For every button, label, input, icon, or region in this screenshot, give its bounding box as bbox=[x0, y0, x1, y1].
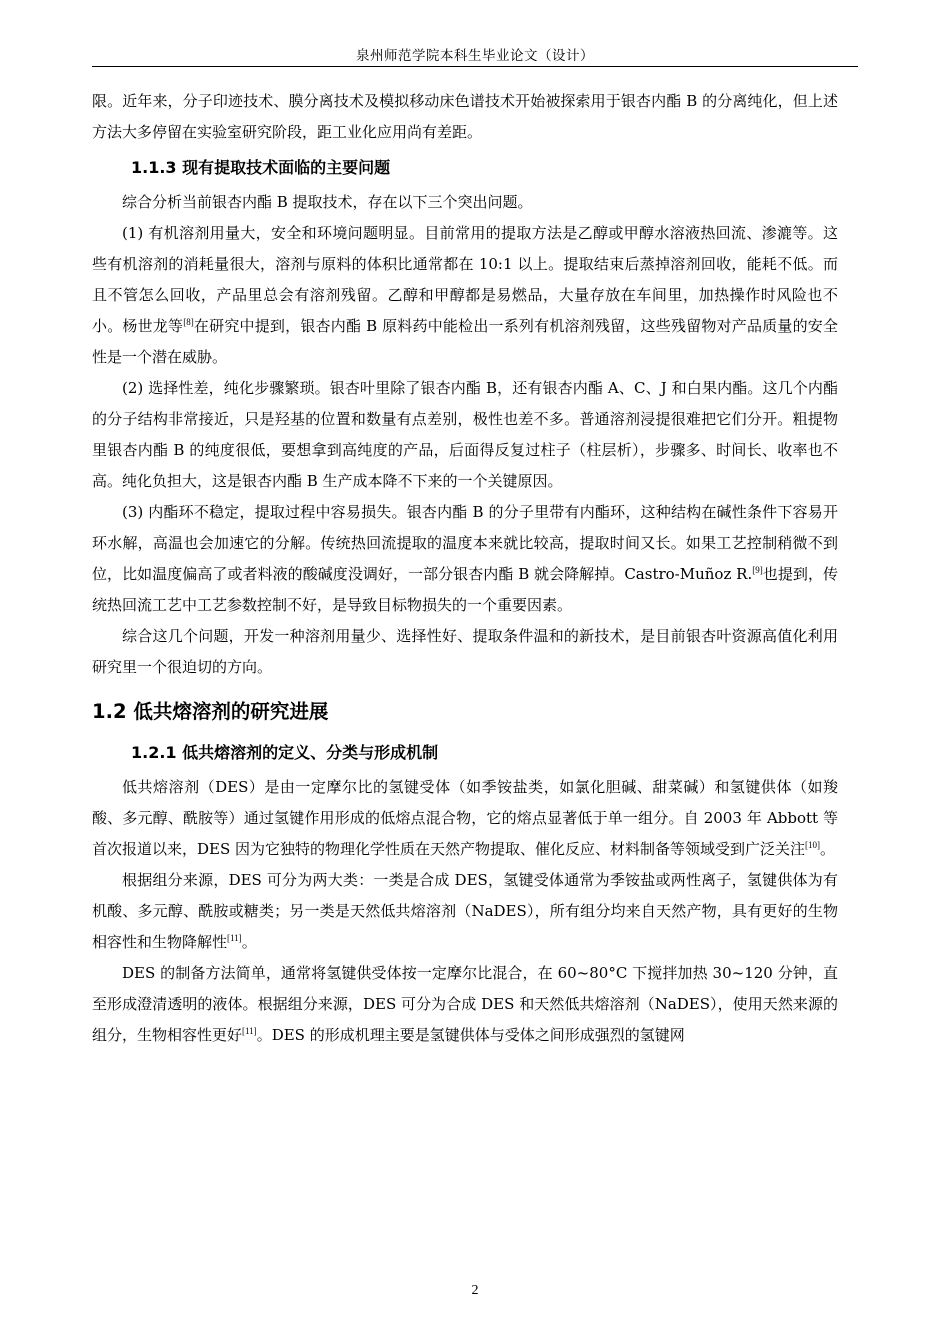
problem-3-text-a: (3) 内酯环不稳定，提取过程中容易损失。银杏内酯 B 的分子里带有内酯环，这种结构在碱性条件下容易开环水解，高温也会加速它的分解。传统热回流提取的温度本来就比较高，提取时间又长。如果工艺控制稍微不到位，比如温度偏高了或者料液的酸碱度没调好，一部分银杏内酯 B 就会降解掉。Castro-Muñoz R. bbox=[92, 503, 838, 583]
des-preparation-text-a: DES 的制备方法简单，通常将氢键供受体按一定摩尔比混合，在 60~80°C 下搅拌加热 30~120 分钟，直至形成澄清透明的液体。根据组分来源，DES 可分为合成 DES 和天然低共熔溶剂（NaDES），使用天然来源的组分，生物相容性更好 bbox=[92, 964, 838, 1044]
citation-ref-9: [9] bbox=[752, 565, 763, 575]
paragraph-problem-2: (2) 选择性差，纯化步骤繁琐。银杏叶里除了银杏内酯 B，还有银杏内酯 A、C、J 和白果内酯。这几个内酯的分子结构非常接近，只是羟基的位置和数量有点差别，极性也差不多。普通溶剂浸提很难把它们分开。粗提物里银杏内酯 B 的纯度很低，要想拿到高纯度的产品，后面得反复过柱子（柱层析），步骤多、时间长、收率也不高。纯化负担大，这是银杏内酯 B 生产成本降不下来的一个关键原因。 bbox=[92, 379, 838, 490]
citation-ref-11b: [11] bbox=[242, 1026, 257, 1036]
paragraph-intro-continued: 限。近年来，分子印迹技术、膜分离技术及模拟移动床色谱技术开始被探索用于银杏内酯 B 的分离纯化，但上述方法大多停留在实验室研究阶段，距工业化应用尚有差距。 bbox=[92, 92, 838, 141]
citation-ref-11a: [11] bbox=[227, 933, 242, 943]
citation-ref-8: [8] bbox=[183, 317, 194, 327]
running-header: 泉州师范学院本科生毕业论文（设计） bbox=[356, 48, 594, 64]
des-definition-text-b: 。 bbox=[820, 840, 836, 858]
paragraph-des-definition bbox=[92, 772, 838, 865]
paragraph-des-preparation bbox=[92, 958, 838, 1051]
problem-3-text-b: 也提到，传统热回流工艺中工艺参数控制不好，是导致目标物损失的一个重要因素。 bbox=[92, 565, 838, 614]
des-classification-text-b: 。 bbox=[241, 933, 257, 951]
paragraph-conclusion: 综合这几个问题，开发一种溶剂用量少、选择性好、提取条件温和的新技术，是目前银杏叶资源高值化利用研究里一个很迫切的方向。 bbox=[92, 627, 838, 676]
paragraph-problem-3 bbox=[92, 497, 838, 621]
body-text bbox=[92, 86, 838, 1051]
paragraph-des-classification bbox=[92, 865, 838, 958]
problem-1-text-b: 在研究中提到，银杏内酯 B 原料药中能检出一系列有机溶剂残留，这些残留物对产品质量的安全性是一个潜在威胁。 bbox=[92, 317, 838, 366]
des-definition-text-a: 低共熔溶剂（DES）是由一定摩尔比的氢键受体（如季铵盐类，如氯化胆碱、甜菜碱）和氢键供体（如羧酸、多元醇、酰胺等）通过氢键作用形成的低熔点混合物，它的熔点显著低于单一组分。自 2003 年 Abbott 等首次报道以来，DES 因为它独特的物理化学性质在天然产物提取、催化反应、材料制备等领域受到广泛关注 bbox=[92, 778, 838, 858]
page-number: 2 bbox=[471, 1283, 479, 1298]
section-heading-1-2: 1.2 低共熔溶剂的研究进展 bbox=[92, 700, 329, 723]
subsection-heading-1-1-3: 1.1.3 现有提取技术面临的主要问题 bbox=[131, 158, 391, 177]
des-classification-text-a: 根据组分来源，DES 可分为两大类：一类是合成 DES，氢键受体通常为季铵盐或两性离子，氢键供体为有机酸、多元醇、酰胺或糖类；另一类是天然低共熔溶剂（NaDES），所有组分均来自天然产物，具有更好的生物相容性和生物降解性 bbox=[92, 871, 838, 951]
header-divider bbox=[92, 66, 858, 67]
problem-1-text-a: (1) 有机溶剂用量大，安全和环境问题明显。目前常用的提取方法是乙醇或甲醇水溶液热回流、渗漉等。这些有机溶剂的消耗量很大，溶剂与原料的体积比通常都在 10:1 以上。提取结束后蒸掉溶剂回收，能耗不低。而且不管怎么回收，产品里总会有溶剂残留。乙醇和甲醇都是易燃品，大量存放在车间里，加热操作时风险也不小。杨世龙等 bbox=[92, 224, 838, 335]
citation-ref-10: [10] bbox=[805, 840, 821, 850]
subsection-heading-1-2-1: 1.2.1 低共熔溶剂的定义、分类与形成机制 bbox=[131, 743, 439, 762]
paragraph-summary-lead: 综合分析当前银杏内酯 B 提取技术，存在以下三个突出问题。 bbox=[122, 193, 533, 211]
paragraph-problem-1 bbox=[92, 218, 838, 373]
des-preparation-text-b: 。DES 的形成机理主要是氢键供体与受体之间形成强烈的氢键网 bbox=[256, 1026, 685, 1044]
